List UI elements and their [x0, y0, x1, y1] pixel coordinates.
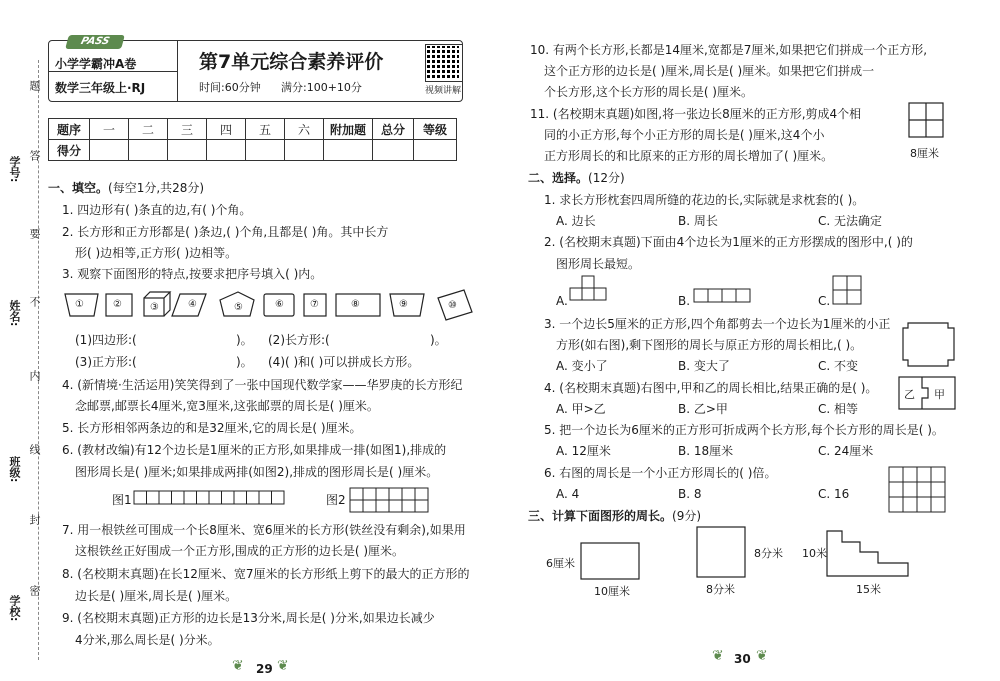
figure-2-label: 图2 [326, 493, 346, 507]
plant-icon: ❦ [756, 648, 768, 664]
choice-option[interactable]: A. 边长 [556, 214, 596, 228]
choice-option[interactable]: A. 12厘米 [556, 444, 611, 458]
question-8: 8. (名校期末真题)在长12厘米、宽7厘米的长方形纸上剪下的最大的正方形的 [62, 567, 470, 581]
stair-width-label: 15米 [856, 583, 881, 596]
q3-rectangle: (2)长方形:( [268, 333, 330, 347]
question-4-cont: 念邮票,邮票长4厘米,宽3厘米,这张邮票的周长是( )厘米。 [75, 399, 379, 413]
q3-combine: (4)( )和( )可以拼成长方形。 [268, 355, 420, 369]
score-cell[interactable] [285, 140, 324, 161]
score-cell[interactable] [90, 140, 129, 161]
shape-label: ② [113, 299, 122, 310]
question-10-cont: 这个正方形的边长是( )厘米,周长是( )厘米。如果把它们拼成一 [544, 64, 875, 78]
table-header-cell: 三 [168, 119, 207, 140]
choice-option[interactable]: A. 甲>乙 [556, 402, 606, 416]
table-row-label: 得分 [49, 140, 90, 161]
plant-icon: ❦ [232, 658, 244, 674]
c2-shape-c [832, 275, 864, 307]
seal-char: 封 [28, 514, 41, 525]
square-side-label: 8分米 [754, 547, 783, 560]
score-cell[interactable] [207, 140, 246, 161]
series-box [49, 36, 178, 101]
choice-option[interactable]: C. 无法确定 [818, 214, 883, 228]
score-cell[interactable] [168, 140, 207, 161]
table-header-cell: 题序 [49, 119, 90, 140]
question-1: 1. 四边形有( )条直的边,有( )个角。 [62, 203, 252, 217]
class-label: 班级: [8, 456, 21, 483]
q3-shapes [60, 288, 480, 322]
question-7: 7. 用一根铁丝可围成一个长8厘米、宽6厘米的长方形(铁丝没有剩余),如果用 [62, 523, 466, 537]
school-label: 学校: [8, 595, 21, 622]
page-number: 30 [734, 652, 751, 666]
choice-option[interactable]: B. 18厘米 [678, 444, 734, 458]
c4-label-yi: 乙 [904, 388, 915, 401]
choice-option[interactable]: C. [818, 294, 831, 308]
shape-label: ⑥ [275, 299, 284, 310]
grade-label: 数学三年级上·RJ [55, 81, 146, 95]
name-label: 姓名: [8, 300, 21, 327]
choice-option[interactable]: A. 4 [556, 487, 580, 501]
seal-char: 要 [28, 228, 41, 239]
q3-square: (3)正方形:( [75, 355, 137, 369]
choice-option[interactable]: B. 变大了 [678, 359, 730, 373]
choice-1: 1. 求长方形枕套四周所缝的花边的长,实际就是求枕套的( )。 [544, 193, 865, 207]
choice-2-cont: 图形周长最短。 [556, 257, 641, 271]
full-marks: 满分:100+10分 [281, 81, 362, 94]
seal-char: 题 [28, 80, 41, 91]
shape-label: ③ [150, 302, 159, 313]
choice-3: 3. 一个边长5厘米的正方形,四个角都剪去一个边长为1厘米的小正 [544, 317, 891, 331]
divider [49, 71, 177, 72]
square-bottom-label: 8分米 [706, 583, 735, 596]
question-9: 9. (名校期末真题)正方形的边长是13分米,周长是( )分米,如果边长减少 [62, 611, 435, 625]
page-title: 第7单元综合素养评价 [199, 51, 384, 73]
c2-shape-b [693, 288, 753, 304]
qr-label: 视频讲解 [425, 86, 462, 96]
q3-close: )。 [236, 355, 253, 369]
question-10-cont: 个长方形,这个长方形的周长是( )厘米。 [544, 85, 753, 99]
time-limit: 时间:60分钟 [199, 81, 261, 94]
choice-option[interactable]: C. 相等 [818, 402, 859, 416]
student-id-label: 学号: [8, 156, 21, 183]
rect-height-label: 6厘米 [546, 557, 575, 570]
c3-cut-square [902, 322, 956, 368]
score-cell[interactable] [324, 140, 373, 161]
perimeter-rectangle [580, 542, 642, 582]
question-4: 4. (新情境·生活运用)笑笑得到了一张中国现代数学家——华罗庚的长方形纪 [62, 378, 463, 392]
choice-5: 5. 把一个边长为6厘米的正方形可折成两个长方形,每个长方形的周长是( )。 [544, 423, 944, 437]
seal-char: 密 [28, 585, 41, 596]
table-header-cell: 六 [285, 119, 324, 140]
plant-icon: ❦ [277, 658, 289, 674]
section-heading: 二、选择。(12分) [528, 171, 625, 185]
score-cell[interactable] [129, 140, 168, 161]
question-5: 5. 长方形相邻两条边的和是32厘米,它的周长是( )厘米。 [62, 421, 362, 435]
question-11: 11. (名校期末真题)如图,将一张边长8厘米的正方形,剪成4个相 [530, 107, 862, 121]
shape-label: ① [75, 299, 84, 310]
shape-label: ⑨ [399, 299, 408, 310]
question-10: 10. 有两个长方形,长都是14厘米,宽都是7厘米,如果把它们拼成一个正方形, [530, 43, 928, 57]
table-header-cell: 一 [90, 119, 129, 140]
choice-option[interactable]: A. 变小了 [556, 359, 608, 373]
q3-close: )。 [236, 333, 253, 347]
question-9-cont: 4分米,那么周长是( )分米。 [75, 633, 220, 647]
stair-height-label: 10米 [802, 547, 827, 560]
question-2-cont: 形( )边相等,正方形( )边相等。 [75, 246, 238, 260]
shape-label: ④ [188, 299, 197, 310]
q3-close: )。 [430, 333, 447, 347]
pass-logo: PASS [65, 35, 125, 49]
seal-char: 内 [28, 370, 41, 381]
section-heading: 三、计算下面图形的周长。(9分) [528, 509, 702, 523]
shape-label: ⑩ [448, 300, 457, 311]
choice-option[interactable]: B. 乙>甲 [678, 402, 728, 416]
score-cell[interactable] [246, 140, 285, 161]
plant-icon: ❦ [712, 648, 724, 664]
question-11-cont: 同的小正方形,每个小正方形的周长是( )厘米,这4个小 [544, 128, 825, 142]
choice-3-cont: 方形(如右图),剩下图形的周长与原正方形的周长相比,( )。 [556, 338, 863, 352]
question-6: 6. (教材改编)有12个边长是1厘米的正方形,如果排成一排(如图1),排成的 [62, 443, 447, 457]
table-header-cell: 附加题 [324, 119, 373, 140]
figure-1-row [134, 490, 284, 506]
choice-option[interactable]: C. 不变 [818, 359, 859, 373]
seal-char: 答 [28, 150, 41, 161]
table-header-cell: 总分 [373, 119, 414, 140]
c4-label-jia: 甲 [934, 388, 945, 401]
question-2: 2. 长方形和正方形都是( )条边,( )个角,且都是( )角。其中长方 [62, 225, 389, 239]
seal-char: 线 [28, 444, 41, 455]
table-row [49, 140, 457, 161]
question-11-cont: 正方形周长的和比原来的正方形的周长增加了( )厘米。 [544, 149, 834, 163]
choice-6: 6. 右图的周长是一个小正方形周长的( )倍。 [544, 466, 777, 480]
shape-label: ⑤ [234, 302, 243, 313]
choice-option[interactable]: C. 24厘米 [818, 444, 874, 458]
q11-square-figure [908, 102, 944, 138]
shape-label: ⑦ [310, 299, 319, 310]
figure-2-grid [350, 487, 430, 513]
table-header-cell: 二 [129, 119, 168, 140]
score-cell[interactable] [414, 140, 457, 161]
rect-width-label: 10厘米 [594, 585, 630, 598]
question-6-cont: 图形周长是( )厘米;如果排成两排(如图2),排成的图形周长是( )厘米。 [75, 465, 439, 479]
question-7-cont: 这根铁丝正好围成一个正方形,围成的正方形的边长是( )厘米。 [75, 544, 404, 558]
seal-char: 不 [28, 296, 41, 307]
shape-label: ⑧ [351, 299, 360, 310]
section-heading: 一、填空。(每空1分,共28分) [48, 181, 205, 195]
choice-4: 4. (名校期末真题)右图中,甲和乙的周长相比,结果正确的是( )。 [544, 381, 878, 395]
figure-1-label: 图1 [112, 493, 132, 507]
choice-option[interactable]: B. [678, 294, 691, 308]
choice-option[interactable]: A. [556, 294, 568, 308]
exam-header [48, 36, 463, 102]
choice-option[interactable]: B. 8 [678, 487, 702, 501]
score-cell[interactable] [373, 140, 414, 161]
perimeter-staircase [826, 530, 912, 580]
question-3: 3. 观察下面图形的特点,按要求把序号填入( )内。 [62, 267, 323, 281]
score-table [48, 118, 457, 161]
table-header-cell: 等级 [414, 119, 457, 140]
series-name: 小学学霸冲A卷 [55, 57, 137, 71]
q3-quadrilateral: (1)四边形:( [75, 333, 137, 347]
perimeter-square [696, 526, 748, 580]
q11-dimension: 8厘米 [910, 147, 939, 160]
c2-shape-a [570, 275, 620, 307]
page-number: 29 [256, 662, 273, 676]
question-8-cont: 边长是( )厘米,周长是( )厘米。 [75, 589, 238, 603]
choice-option[interactable]: B. 周长 [678, 214, 718, 228]
table-header-cell: 五 [246, 119, 285, 140]
table-row [49, 119, 457, 140]
choice-option[interactable]: C. 16 [818, 487, 850, 501]
qr-code-pattern [427, 46, 459, 78]
choice-2: 2. (名校期末真题)下面由4个边长为1厘米的正方形摆成的图形中,( )的 [544, 235, 913, 249]
c6-grid-figure [888, 466, 950, 516]
table-header-cell: 四 [207, 119, 246, 140]
